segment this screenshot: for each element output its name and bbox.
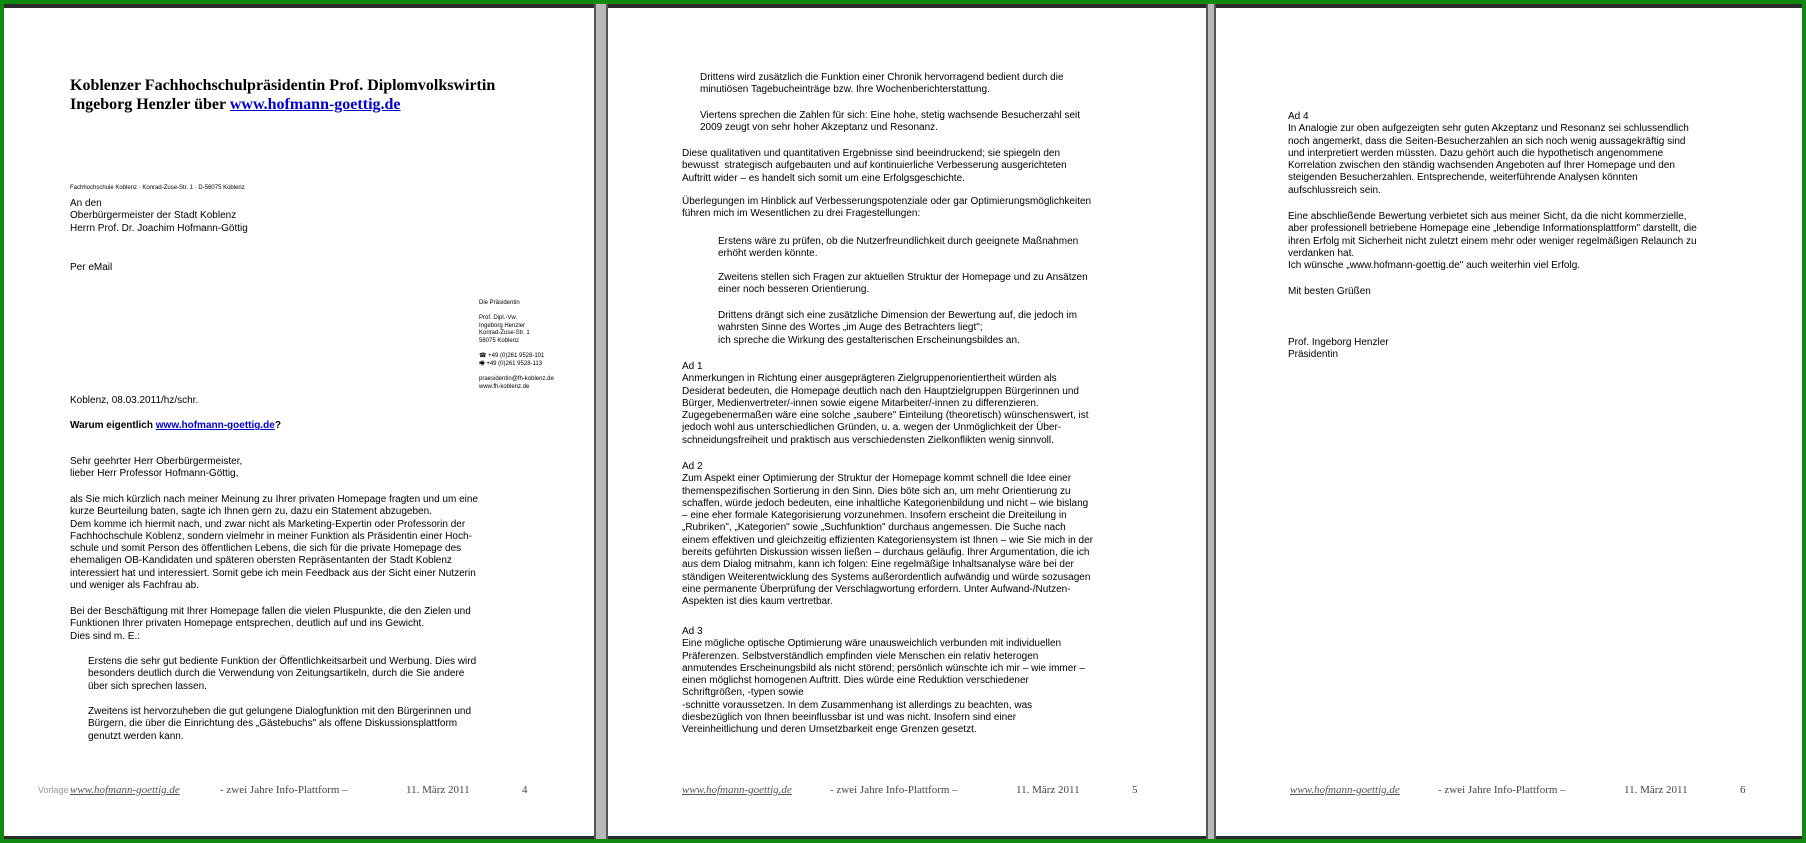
page-6 — [1216, 8, 1802, 836]
page-5 — [608, 8, 1206, 836]
page-number: 5 — [1132, 784, 1138, 796]
page-number: 6 — [1740, 784, 1746, 796]
paragraph: Überlegungen im Hinblick auf Verbesserungspotenziale oder gar Optimierungsmöglichkeiten führen mich im Wesentlichen zu drei Fragestellungen: — [682, 196, 1092, 220]
list-item: Drittens wird zusätzlich die Funktion einer Chronik hervorragend bedient durch die minutiösen Tagebucheinträge bzw. Ihre Wochenberichterstattung. — [700, 72, 1064, 96]
page-footer — [1290, 784, 1746, 796]
date-line: Koblenz, 08.03.2011/hz/schr. — [70, 395, 199, 406]
page-number: 4 — [522, 784, 528, 796]
footer-title: - zwei Jahre Info-Plattform – — [220, 784, 348, 796]
heading-link[interactable]: www.hofmann-goettig.de — [229, 96, 401, 113]
sender-line: Fachhochschule Koblenz · Konrad-Zuse-Str. 1 · D-56075 Koblenz — [70, 185, 245, 191]
footer-date: 11. März 2011 — [1016, 784, 1080, 796]
subject-line: Warum eigentlich www.hofmann-goettig.de? — [70, 420, 281, 431]
footer-title: - zwei Jahre Info-Plattform – — [1438, 784, 1566, 796]
page-footer — [70, 784, 528, 796]
paragraph: als Sie mich kürzlich nach meiner Meinung zu Ihrer privaten Homepage fragten und um eine kurze Beurteilung baten, sagte ich Ihnen gern zu, dazu ein Statement abzugeben. Dem komme ich hiermit nach, und zwar nicht als Marketing-Expertin oder Professorin der Fachhochschule Koblenz, sondern vielmehr in meiner Funktion als Präsidentin einer Hoch- schule und somit Person des öffentlichen Lebens, die sich für die private Homepage des ehemaligen OB-Kandidaten und späteren obersten Repräsentanten der Stadt Koblenz interessiert hat und interessiert. Somit gebe ich mein Feedback aus der Sicht einer Nutzerin und weniger als Fachfrau ab. — [70, 494, 478, 592]
footer-title: - zwei Jahre Info-Plattform – — [830, 784, 958, 796]
page-gap — [1206, 4, 1216, 839]
greeting: Sehr geehrter Herr Oberbürgermeister, lieber Herr Professor Hofmann-Göttig, — [70, 456, 243, 480]
section-ad2: Ad 2 Zum Aspekt einer Optimierung der Struktur der Homepage kommt schnell die Idee einer themenspezifischen Sortierung in den Sinn. Dies böte sich an, um mehr Orientierung zu schaffen, würde jedoch bedeuten, eine inhaltliche Kategorienbildung und nicht – wie bislang – eine eher formale Kategorisierung vorzunehmen. Insofern erscheint die Dreiteilung in „Rubriken", „Kategorien" sowie „Suchfunktion" durchaus angemessen. Die Suche nach einem effektiven und gleichzeitig effizienten Kategoriensystem ist Ihnen – wie Sie mich in der bereits geführten Diskussion wissen ließen – durchaus geläufig. Ihrer Argumentation, die ich aus dem Dialog mitnahm, kann ich folgen: Eine regelmäßige Inhaltsanalyse wäre bei der ständigen Weiterentwicklung des Systems außerordentlich aufwändig und würde sozusagen eine permanente Überprüfung der Verschlagwortung erfordern. Unter Aufwand-/Nutzen- Aspekten ist dies kaum vertretbar. — [682, 461, 1093, 608]
question-item: Drittens drängt sich eine zusätzliche Dimension der Bewertung auf, die jedoch im wahrsten Sinne des Wortes „im Auge des Betrachters liegt"; ich spreche die Wirkung des gestalterischen Erscheinungsbildes an. — [718, 310, 1078, 346]
paragraph: Bei der Beschäftigung mit Ihrer Homepage fallen die vielen Pluspunkte, die den Zielen und Funktionen Ihrer privaten Homepage entsprechen, deutlich auf und ins Gewicht. Dies sind m. E.: — [70, 606, 471, 642]
page-gap — [594, 4, 608, 839]
list-item: Erstens die sehr gut bediente Funktion der Öffentlichkeitsarbeit und Werbung. Dies wird besonders deutlich durch die Verwendung von Zeitungsartikeln, durch die Sie andere über sich sprechen lassen. — [88, 656, 477, 692]
page-footer — [682, 784, 1138, 796]
footer-url[interactable]: www.hofmann-goettig.de — [682, 784, 792, 796]
sender-block: Die Präsidentin Prof. Dipl.-Vw. Ingeborg Henzler Konrad-Zuse-Str. 1 56075 Koblenz ☎ +49 (0)261 9528-101 🖷 +49 (0)261 9528-113 praesidentin@fh-koblenz.de www.fh-koblenz.de — [479, 300, 554, 390]
recipient-address: An den Oberbürgermeister der Stadt Koblenz Herrn Prof. Dr. Joachim Hofmann-Göttig — [70, 198, 248, 234]
closing-paragraph: Eine abschließende Bewertung verbietet sich aus meiner Sicht, da die nicht kommerzielle, aber professionell betriebene Homepage eine „lebendige Informationsplattform" darstellt, die ihren Erfolg mit Sicherheit nicht zuletzt einem mehr oder weniger regelmäßigen Relaunch zu verdanken hat. Ich wünsche „www.hofmann-goettig.de" auch weiterhin viel Erfolg. — [1288, 211, 1697, 272]
list-item: Viertens sprechen die Zahlen für sich: Eine hohe, stetig wachsende Besucherzahl seit 2009 zeugt von sehr hoher Akzeptanz und Resonanz. — [700, 110, 1081, 134]
document-viewer — [4, 4, 1802, 839]
footer-date: 11. März 2011 — [406, 784, 470, 796]
watermark: Vorlage — [38, 785, 69, 795]
delivery-method: Per eMail — [70, 262, 113, 273]
regards: Mit besten Grüßen — [1288, 286, 1371, 297]
paragraph: Diese qualitativen und quantitativen Ergebnisse sind beeindruckend; sie spiegeln den bewusst strategisch aufgebauten und auf kontinuierliche Verbesserung ausgerichteten Auftritt wider – es handelt sich somit um eine Erfolgsgeschichte. — [682, 148, 1067, 184]
subject-link[interactable]: www.hofmann-goettig.de — [155, 420, 275, 431]
section-ad3: Ad 3 Eine mögliche optische Optimierung wäre unausweichlich verbunden mit individuellen Präferenzen. Selbstverständlich empfinden viele Menschen ein relativ heterogen anmutendes Erscheinungsbild als nicht störend; persönlich wünschte ich mir – wie immer – einen möglichst homogenen Auftritt. Dies würde eine Reduktion verschiedener Schriftgrößen, -typen sowie -schnitte voraussetzen. In dem Zusammenhang ist allerdings zu beachten, was diesbezüglich von Ihnen beeinflussbar ist und was nicht. Insofern sind einer Vereinheitlichung und deren Umsetzbarkeit enge Grenzen gesetzt. — [682, 626, 1085, 736]
signature: Prof. Ingeborg Henzler Präsidentin — [1288, 337, 1389, 361]
footer-url[interactable]: www.hofmann-goettig.de — [1290, 784, 1400, 796]
page-4 — [4, 8, 594, 836]
list-item: Zweitens ist hervorzuheben die gut gelungene Dialogfunktion mit den Bürgerinnen und Bürgern, die über die Einrichtung des „Gästebuchs" als offene Diskussionsplattform genutzt werden kann. — [88, 706, 472, 742]
question-item: Zweitens stellen sich Fragen zur aktuellen Struktur der Homepage und zu Ansätzen einer noch besseren Orientierung. — [718, 272, 1088, 296]
section-ad1: Ad 1 Anmerkungen in Richtung einer ausgeprägteren Zielgruppenorientiertheit würden als Desiderat bedeuten, die Homepage deutlich nach den Hauptzielgruppen Bürgerinnen und Bürger, Medienvertreter/-innen sowie eigene Mitarbeiter/-innen zu differenzieren. Zugegebenermaßen wäre eine solche „saubere" Einteilung (theoretisch) wünschenswert, ist jedoch wohl aus unterschiedlichen Gründen, u. a. wegen der Unmöglichkeit der Über- schneidungsfreiheit und praktisch aus verschiedensten Zielkonflikten wenig sinnvoll. — [682, 361, 1089, 446]
letter-heading: Koblenzer Fachhochschulpräsidentin Prof. Diplomvolkswirtin Ingeborg Henzler über www.hofmann-goettig.de — [70, 77, 496, 113]
footer-url[interactable]: www.hofmann-goettig.de — [70, 784, 180, 796]
question-item: Erstens wäre zu prüfen, ob die Nutzerfreundlichkeit durch geeignete Maßnahmen erhöht werden könnte. — [718, 236, 1079, 260]
section-ad4: Ad 4 In Analogie zur oben aufgezeigten sehr guten Akzeptanz und Resonanz sei schlussendlich noch angemerkt, dass die Seiten-Besucherzahlen an sich noch wenig aussagekräftig sind und interpretiert werden müssten. Dazu gehört auch die hypothetisch angenommene Korrelation zwischen den ständig wachsenden Angeboten auf Ihrer Homepage und den steigenden Besucherzahlen. Entsprechende, weiterführende Analysen könnten aufschlussreich sein. — [1288, 111, 1689, 196]
footer-date: 11. März 2011 — [1624, 784, 1688, 796]
